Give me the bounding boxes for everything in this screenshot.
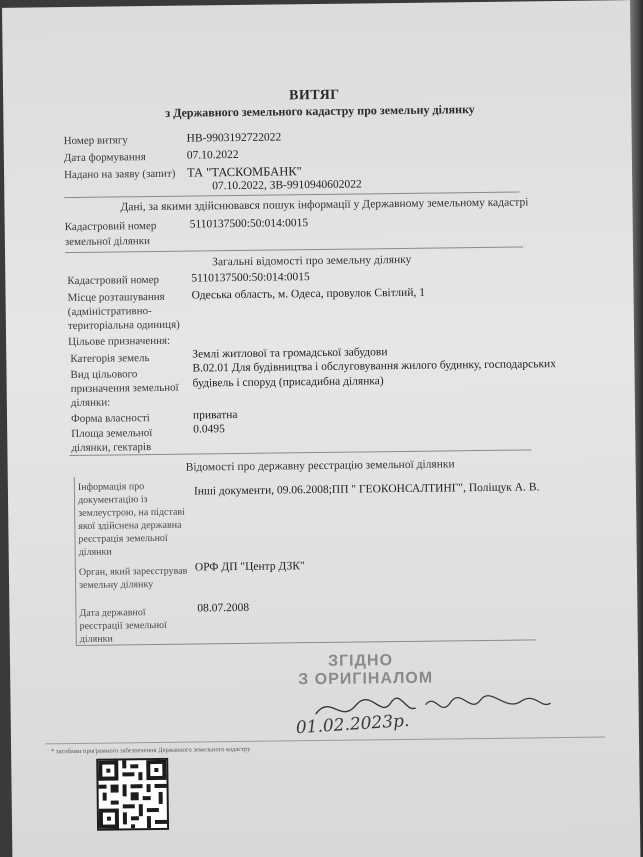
area-value: 0.0495 <box>193 423 225 436</box>
use-label-1: Вид цільового <box>70 368 138 382</box>
category-value: Землі житлової та громадської забудови <box>192 346 388 361</box>
search-label-line2: земельної ділянки <box>64 235 151 249</box>
qr-code <box>96 758 169 831</box>
formation-date-value: 07.10.2022 <box>186 148 239 162</box>
registration-date-label: Дата державної реєстрації земельної ділянки <box>79 607 167 645</box>
location-value: Одеська область, м. Одеса, провулок Світлий, 1 <box>191 286 426 302</box>
search-label-line1: Кадастровий номер <box>64 219 157 234</box>
location-label-3: територіальна одиниця) <box>67 318 180 333</box>
footer-note: * засобами програмного забезпечення Державного земельного кадастру <box>51 745 251 756</box>
ownership-value: приватна <box>192 408 238 422</box>
document-subtitle: з Державного земельного кадастру про земельну ділянку <box>165 102 475 120</box>
section-registration-title: Відомості про державну реєстрацію земельної ділянки <box>185 458 455 474</box>
search-cadastral-value: 5110137500:50:014:0015 <box>189 217 309 231</box>
registration-doc-value: Інші документи, 09.06.2008;ПП " ГЕОКОНСАЛТИНГ", Поліщук А. В. <box>193 481 540 498</box>
registration-date-value: 08.07.2008 <box>197 601 250 615</box>
table-border <box>74 477 77 645</box>
extract-number-label: Номер витягу <box>63 134 128 148</box>
use-value-2: будівель і споруд (присадибна ділянка) <box>192 375 384 390</box>
cadastral-value: 5110137500:50:014:0015 <box>191 271 310 285</box>
extract-number-value: НВ-9903192722022 <box>186 131 282 145</box>
registration-body-value: ОРФ ДП "Центр ДЗК" <box>194 560 305 574</box>
registration-doc-label: Інформація про документацію із землеустрою, на підставі якої здійснена державна реєстрація земельної ділянки <box>77 481 185 558</box>
area-label-1: Площа земельної <box>71 427 153 441</box>
stamp-line-2: З ОРИГІНАЛОМ <box>298 669 434 689</box>
location-label-1: Місце розташування <box>67 290 165 305</box>
formation-date-label: Дата формування <box>63 151 146 165</box>
divider <box>65 246 523 253</box>
use-value-1: В.02.01 Для будівництва і обслуговування жилого будинку, господарських <box>192 358 556 375</box>
cadastral-label: Кадастровий номер <box>67 273 160 288</box>
category-label: Категорія земель <box>70 352 150 366</box>
registration-body-label: Орган, який зареєстрував земельну ділянку <box>78 565 188 591</box>
qr-code-icon <box>98 760 167 829</box>
use-label-3: ділянки: <box>70 396 111 410</box>
handwritten-date: 01.02.2023р. <box>295 710 410 739</box>
use-label-2: призначення земельної <box>70 381 179 396</box>
ownership-label: Форма власності <box>70 412 150 426</box>
area-label-2: ділянки, гектарів <box>71 441 152 455</box>
request-label: Надано на заяву (запит) <box>63 167 176 182</box>
document-title: ВИТЯГ <box>289 87 340 104</box>
search-note: Дані, за якими здійснювався пошук інформації у Державному земельному кадастрі <box>120 196 529 214</box>
purpose-heading: Цільове призначення: <box>68 334 171 349</box>
document-page <box>2 0 640 857</box>
section-general-title: Загальні відомості про земельну ділянку <box>212 253 412 269</box>
stamp-line-1: ЗГІДНО <box>327 652 394 670</box>
request-number-value: 07.10.2022, ЗВ-9910940602022 <box>212 178 362 193</box>
location-label-2: (адміністративно- <box>67 305 152 319</box>
requester-value: ТА "ТАСКОМБАНК" <box>186 164 302 180</box>
